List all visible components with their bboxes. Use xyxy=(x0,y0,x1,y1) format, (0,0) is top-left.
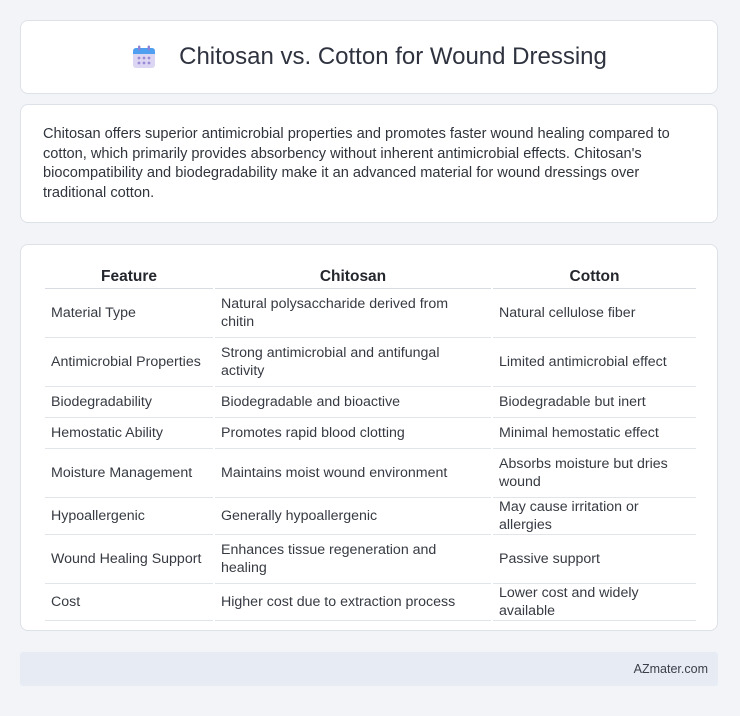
table-row xyxy=(45,535,696,584)
cotton-cell: Minimal hemostatic effect xyxy=(493,418,696,449)
table-row xyxy=(45,498,696,535)
table-row xyxy=(45,449,696,498)
feature-cell: Biodegradability xyxy=(45,387,213,418)
feature-cell: Material Type xyxy=(45,289,213,338)
chitosan-cell: Generally hypoallergenic xyxy=(215,498,491,535)
cotton-cell: Natural cellulose fiber xyxy=(493,289,696,338)
cotton-cell: Lower cost and widely available xyxy=(493,584,696,621)
feature-cell: Wound Healing Support xyxy=(45,535,213,584)
cotton-cell: Passive support xyxy=(493,535,696,584)
chitosan-cell: Strong antimicrobial and antifungal activity xyxy=(215,338,491,387)
cotton-cell: May cause irritation or allergies xyxy=(493,498,696,535)
chitosan-cell: Enhances tissue regeneration and healing xyxy=(215,535,491,584)
table-row xyxy=(45,418,696,449)
footer-brand-link[interactable]: AZmater.com xyxy=(633,662,708,676)
header-cotton: Cotton xyxy=(493,261,696,289)
summary-text: Chitosan offers superior antimicrobial properties and promotes faster wound healing compared to cotton, which primarily provides absorbency without inherent antimicrobial effects. Chitosan's biocompatibility and biodegradability make it an advanced material for wound dressings over traditional cotton. xyxy=(43,126,670,201)
feature-cell: Hemostatic Ability xyxy=(45,418,213,449)
table-row xyxy=(45,289,696,338)
header-chitosan: Chitosan xyxy=(215,261,491,289)
table-row xyxy=(45,387,696,418)
comparison-table-card xyxy=(20,244,718,631)
chitosan-cell: Maintains moist wound environment xyxy=(215,449,491,498)
table-row xyxy=(45,338,696,387)
chitosan-cell: Biodegradable and bioactive xyxy=(215,387,491,418)
page-title: Chitosan vs. Cotton for Wound Dressing xyxy=(179,43,607,70)
footer-bar xyxy=(20,652,718,686)
feature-cell: Antimicrobial Properties xyxy=(45,338,213,387)
feature-cell: Cost xyxy=(45,584,213,621)
calendar-icon xyxy=(131,44,157,70)
comparison-table xyxy=(43,261,698,621)
feature-cell: Hypoallergenic xyxy=(45,498,213,535)
table-row xyxy=(45,584,696,621)
cotton-cell: Absorbs moisture but dries wound xyxy=(493,449,696,498)
chitosan-cell: Higher cost due to extraction process xyxy=(215,584,491,621)
table-header-row xyxy=(45,261,696,289)
chitosan-cell: Natural polysaccharide derived from chitin xyxy=(215,289,491,338)
cotton-cell: Biodegradable but inert xyxy=(493,387,696,418)
header-feature: Feature xyxy=(45,261,213,289)
summary-card xyxy=(20,104,718,223)
feature-cell: Moisture Management xyxy=(45,449,213,498)
chitosan-cell: Promotes rapid blood clotting xyxy=(215,418,491,449)
title-card xyxy=(20,20,718,94)
cotton-cell: Limited antimicrobial effect xyxy=(493,338,696,387)
